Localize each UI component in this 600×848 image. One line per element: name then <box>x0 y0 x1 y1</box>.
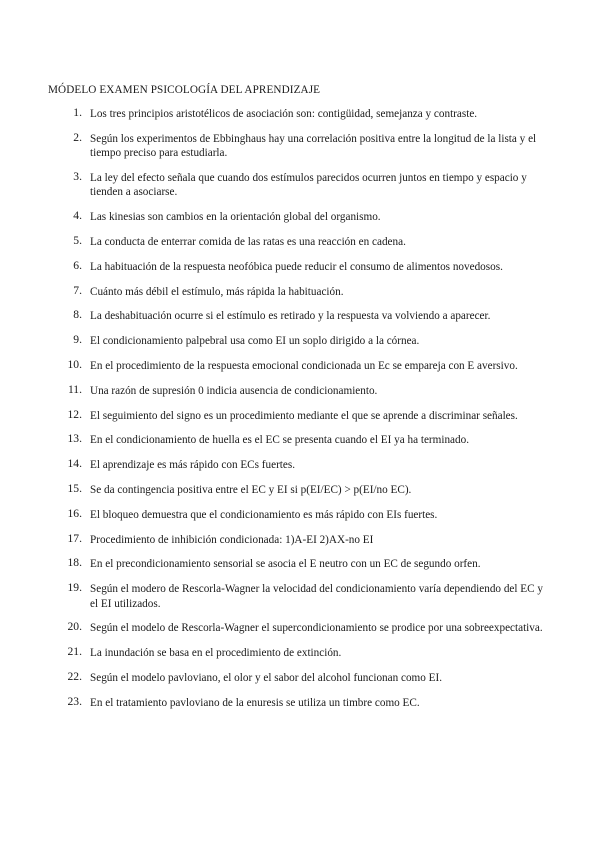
question-number: 4. <box>73 209 82 223</box>
question-text: Según los experimentos de Ebbinghaus hay una correlación positiva entre la longitud de la lista y el tiempo preciso para estudiarla. <box>90 132 537 160</box>
question-text: La deshabituación ocurre si el estímulo es retirado y la respuesta va volviendo a aparecer. <box>90 310 491 323</box>
question-text: La conducta de enterrar comida de las ratas es una reacción en cadena. <box>90 236 406 248</box>
question-text: Cuánto más débil el estímulo, más rápida la habituación. <box>90 285 344 298</box>
question-item <box>48 458 548 472</box>
question-item <box>48 260 548 274</box>
question-number: 18. <box>67 556 82 570</box>
question-text: El condicionamiento palpebral usa como EI un soplo dirigido a la córnea. <box>90 335 420 348</box>
question-item <box>48 309 548 323</box>
question-text: La habituación de la respuesta neofóbica puede reducir el consumo de alimentos novedosos. <box>90 260 503 273</box>
question-text: El seguimiento del signo es un procedimiento mediante el que se aprende a discriminar señales. <box>90 409 518 422</box>
question-item <box>48 621 548 635</box>
question-number: 16. <box>67 506 82 520</box>
question-number: 1. <box>73 106 82 119</box>
question-item <box>48 285 548 299</box>
question-number: 11. <box>67 382 82 396</box>
question-number: 23. <box>67 694 82 708</box>
question-item <box>48 171 548 200</box>
question-text: En el procedimiento de la respuesta emocional condicionada un Ec se empareja con E aversivo. <box>90 359 518 372</box>
question-item <box>48 210 548 224</box>
question-text: Las kinesias son cambios en la orientación global del organismo. <box>90 211 381 224</box>
question-item <box>48 235 548 249</box>
question-item <box>48 359 548 373</box>
question-number: 22. <box>67 669 82 683</box>
question-number: 12. <box>67 407 82 421</box>
question-number: 10. <box>67 357 82 371</box>
question-item <box>48 433 548 447</box>
question-item <box>48 409 548 423</box>
question-number: 20. <box>67 620 82 634</box>
question-item <box>48 533 548 547</box>
question-item <box>48 646 548 660</box>
question-text: Los tres principios aristotélicos de asociación son: contigüidad, semejanza y contraste. <box>90 108 478 120</box>
question-text: En el precondicionamiento sensorial se asocia el E neutro con un EC de segundo orfen. <box>90 558 481 571</box>
question-text: Se da contingencia positiva entre el EC y EI si p(EI/EC) > p(EI/no EC). <box>90 483 412 496</box>
question-item <box>48 671 548 685</box>
question-text: En el tratamiento pavloviano de la enuresis se utiliza un timbre como EC. <box>90 696 420 709</box>
document-title: MÓDELO EXAMEN PSICOLOGÍA DEL APRENDIZAJE <box>48 84 321 96</box>
question-item <box>48 132 548 161</box>
question-item <box>48 334 548 348</box>
question-item <box>48 483 548 497</box>
question-number: 8. <box>73 308 82 322</box>
question-item <box>48 696 548 710</box>
question-number: 5. <box>73 234 82 247</box>
question-text: La inundación se basa en el procedimiento de extinción. <box>90 647 342 660</box>
question-number: 17. <box>67 531 82 545</box>
question-number: 15. <box>67 481 82 495</box>
question-text: Según el modelo de Rescorla-Wagner el supercondicionamiento se prodice por una sobreexpectativa. <box>90 622 543 635</box>
question-number: 9. <box>73 333 82 347</box>
question-text: En el condicionamiento de huella es el EC se presenta cuando el EI ya ha terminado. <box>90 434 469 447</box>
question-number: 19. <box>67 581 82 595</box>
question-text: Según el modelo pavloviano, el olor y el sabor del alcohol funcionan como EI. <box>90 671 443 684</box>
question-item <box>48 384 548 398</box>
question-text: La ley del efecto señala que cuando dos estímulos parecidos ocurren juntos en tiempo y espacio y tienden a asociarse. <box>90 172 527 199</box>
question-text: El bloqueo demuestra que el condicionamiento es más rápido con EIs fuertes. <box>90 508 438 521</box>
question-number: 2. <box>73 130 82 144</box>
question-text: El aprendizaje es más rápido con ECs fuertes. <box>90 459 296 472</box>
question-number: 14. <box>67 457 82 471</box>
question-list <box>48 107 548 721</box>
question-item <box>48 508 548 522</box>
question-text: Una razón de supresión 0 indicia ausencia de condicionamiento. <box>90 384 378 397</box>
question-number: 3. <box>73 170 82 183</box>
question-item <box>48 107 548 121</box>
question-number: 13. <box>67 432 82 446</box>
question-number: 21. <box>67 645 82 659</box>
question-text: Según el modero de Rescorla-Wagner la velocidad del condicionamiento varía dependiendo del EC y el EI utilizados. <box>90 583 543 610</box>
question-number: 7. <box>73 283 82 297</box>
question-text: Procedimiento de inhibición condicionada: 1)A-EI 2)AX-no EI <box>90 533 374 546</box>
question-number: 6. <box>73 258 82 272</box>
question-item <box>48 582 548 611</box>
question-item <box>48 557 548 571</box>
